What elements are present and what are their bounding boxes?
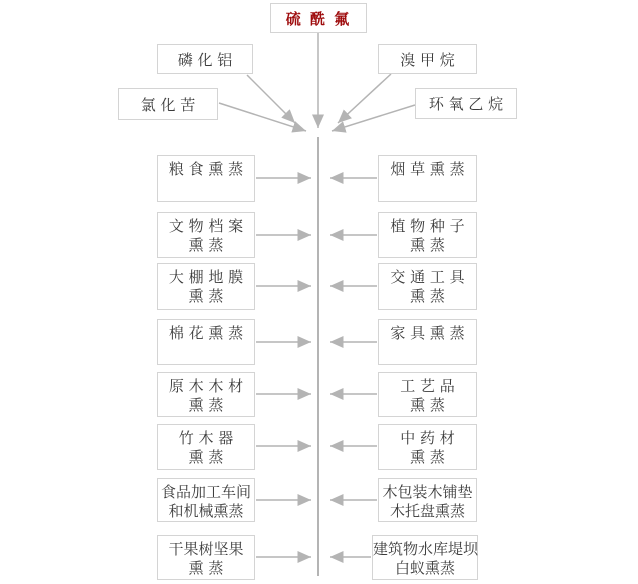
app-label: 建筑物水库堤坝	[373, 540, 479, 558]
app-box-furniture	[378, 319, 477, 365]
app-label: 木包装木铺垫	[382, 483, 473, 501]
app-label: 棉 花 熏 蒸	[168, 324, 244, 342]
app-label	[379, 179, 476, 198]
app-label: 熏 蒸	[188, 236, 224, 254]
app-label: 烟 草 熏 蒸	[390, 160, 465, 178]
app-box-cotton	[157, 319, 255, 365]
app-box-bamboo-wood	[157, 424, 255, 470]
app-label: 熏 蒸	[410, 396, 445, 414]
left-arrows	[256, 178, 311, 557]
app-box-food-workshop	[157, 478, 255, 522]
source-arrows	[219, 74, 415, 131]
title-box	[270, 3, 367, 33]
app-box-plant-seeds	[378, 212, 477, 258]
app-label: 竹 木 器	[178, 429, 234, 447]
app-box-wood-packaging	[378, 478, 477, 522]
app-label	[158, 179, 254, 198]
app-label: 熏 蒸	[188, 287, 224, 305]
app-label: 白蚁熏蒸	[394, 559, 455, 577]
app-box-grain	[157, 155, 255, 202]
title-text: 硫 酰 氟	[285, 9, 352, 28]
app-box-tobacco	[378, 155, 477, 202]
right-arrows	[330, 178, 377, 557]
app-label	[379, 343, 476, 362]
app-box-dried-fruit-nuts	[157, 535, 255, 580]
source-label: 磷 化 铝	[177, 50, 233, 69]
app-label: 工 艺 品	[400, 377, 455, 395]
app-box-greenhouse-film	[157, 263, 255, 310]
app-box-handicrafts	[378, 372, 477, 417]
app-label: 熏 蒸	[410, 236, 445, 254]
app-box-herbal-medicine	[378, 424, 477, 470]
app-label: 干果树坚果	[168, 540, 244, 558]
app-label: 食品加工车间	[160, 483, 251, 501]
app-label: 交 通 工 具	[390, 268, 465, 286]
app-label: 文 物 档 案	[168, 217, 244, 235]
source-box-aluminum-phosphide	[157, 44, 253, 74]
app-label: 中 药 材	[400, 429, 455, 447]
app-label: 大 棚 地 膜	[168, 268, 244, 286]
app-label: 熏 蒸	[410, 448, 445, 466]
app-label: 熏 蒸	[188, 559, 224, 577]
source-box-ethylene-oxide	[415, 88, 517, 119]
app-box-archives	[157, 212, 255, 258]
source-label: 氯 化 苦	[140, 95, 196, 114]
app-label	[158, 343, 254, 362]
app-label: 和机械熏蒸	[168, 502, 244, 520]
app-label: 植 物 种 子	[390, 217, 465, 235]
source-box-chloropicrin	[118, 88, 218, 120]
app-label: 粮 食 熏 蒸	[168, 160, 244, 178]
app-label: 熏 蒸	[410, 287, 445, 305]
source-box-methyl-bromide	[378, 44, 477, 74]
app-label: 家 具 熏 蒸	[390, 324, 465, 342]
app-label: 熏 蒸	[188, 448, 224, 466]
source-label: 溴 甲 烷	[400, 50, 455, 69]
app-label: 木托盘熏蒸	[389, 502, 465, 520]
app-label: 原 木 木 材	[168, 377, 244, 395]
app-label: 熏 蒸	[188, 396, 224, 414]
app-box-buildings-termite	[372, 535, 478, 580]
app-box-logs-timber	[157, 372, 255, 417]
source-label: 环 氧 乙 烷	[428, 95, 504, 113]
app-box-vehicles	[378, 263, 477, 310]
